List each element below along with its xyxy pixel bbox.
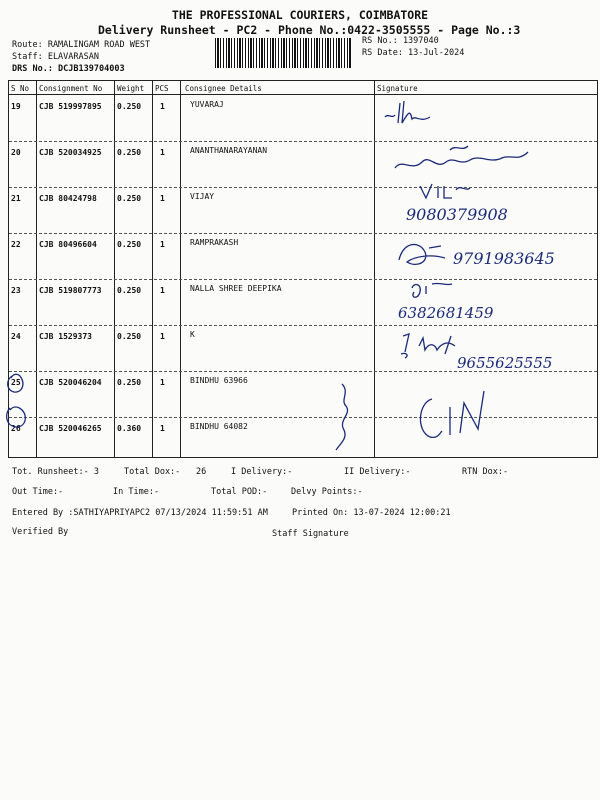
staff-signature-label: Staff Signature [272,529,349,539]
staff-label: Staff: ELAVARASAN [12,52,99,62]
route-label: Route: RAMALINGAM ROAD WEST [12,40,151,50]
row-consignee: BINDHU 64082 [190,422,248,431]
signature-row-20 [390,140,540,185]
signature-row-24 [395,328,575,378]
row-consignee: YUVARAJ [190,100,224,109]
signature-row-23-phone: 6382681459 [398,304,494,322]
header-sno: S No [11,84,30,93]
header-pcs: PCS [155,84,169,93]
row-consignee: RAMPRAKASH [190,238,239,247]
signature-row-21-phone: 9080379908 [406,205,508,224]
company-title: THE PROFESSIONAL COURIERS, COIMBATORE [171,8,429,22]
row-consignee: NALLA SHREE DEEPIKA [190,284,282,293]
total-runsheet: Tot. Runsheet:- 3 [12,467,99,477]
row-consignment: CJB 520034925 [39,148,102,157]
row-consignment: CJB 520046204 [39,378,102,387]
row-consignment: CJB 520046265 [39,424,102,433]
printed-on: Printed On: 13-07-2024 12:00:21 [292,508,451,518]
row-pcs: 1 [160,424,165,433]
rtn-dox: RTN Dox:- [462,467,509,477]
row-consignment: CJB 1529373 [39,332,92,341]
signature-row-21 [400,180,540,230]
row-consignee: BINDHU 63966 [190,376,248,385]
row-sno: 26 [11,424,21,433]
signature-row-22-phone: 9791983645 [453,249,555,268]
row-sno: 25 [11,378,21,387]
row-pcs: 1 [160,332,165,341]
row-sno: 20 [11,148,21,157]
row-weight: 0.250 [117,194,142,203]
header-consignment: Consignment No [39,84,103,93]
hand-circle-marks [4,370,34,430]
row-sno: 24 [11,332,21,341]
row-consignee: K [190,330,195,339]
row-weight: 0.250 [117,240,142,249]
row-pcs: 1 [160,194,165,203]
total-dox-value: 26 [196,467,207,477]
signature-row-22 [395,232,585,277]
rs-number: RS No.: 1397040 [362,36,439,46]
row-weight: 0.250 [117,148,142,157]
row-weight: 0.360 [117,424,142,433]
signature-row-19 [380,95,450,130]
row-weight: 0.250 [117,286,142,295]
i-delivery: I Delivery:- [231,467,293,477]
row-sno: 23 [11,286,21,295]
row-sno: 22 [11,240,21,249]
out-time: Out Time:- [12,487,64,497]
total-dox-label: Total Dox:- [124,467,181,477]
verified-by: Verified By [12,527,69,537]
rs-date: RS Date: 13-Jul-2024 [362,48,465,58]
runsheet-subtitle: Delivery Runsheet - PC2 - Phone No.:0422-3505555 - Page No.:3 [98,23,521,37]
row-pcs: 1 [160,286,165,295]
ii-delivery: II Delivery:- [344,467,411,477]
header-weight: Weight [117,84,145,93]
row-weight: 0.250 [117,102,142,111]
row-weight: 0.250 [117,378,142,387]
row-pcs: 1 [160,148,165,157]
drs-number: DRS No.: DCJB139704003 [12,64,125,74]
signature-row-26 [410,385,500,445]
delvy-points: Delvy Points:- [291,487,363,497]
total-pod: Total POD:- [211,487,268,497]
row-consignment: CJB 519807773 [39,286,102,295]
row-sno: 19 [11,102,21,111]
row-consignment: CJB 519997895 [39,102,102,111]
signature-row-23 [392,278,522,328]
row-pcs: 1 [160,240,165,249]
row-sno: 21 [11,194,21,203]
signature-row-24-phone: 9655625555 [457,354,553,372]
row-pcs: 1 [160,378,165,387]
row-consignment: CJB 80424798 [39,194,97,203]
header-consignee: Consignee Details [185,84,262,93]
signature-row-25 [330,380,370,455]
barcode [215,38,352,68]
entered-by: Entered By :SATHIYAPRIYAPC2 07/13/2024 11:59:51 AM [12,508,268,518]
row-pcs: 1 [160,102,165,111]
row-consignee: ANANTHANARAYANAN [190,146,268,155]
row-consignee: VIJAY [190,192,215,201]
row-weight: 0.250 [117,332,142,341]
row-consignment: CJB 80496604 [39,240,97,249]
header-signature: Signature [377,84,418,93]
in-time: In Time:- [113,487,160,497]
